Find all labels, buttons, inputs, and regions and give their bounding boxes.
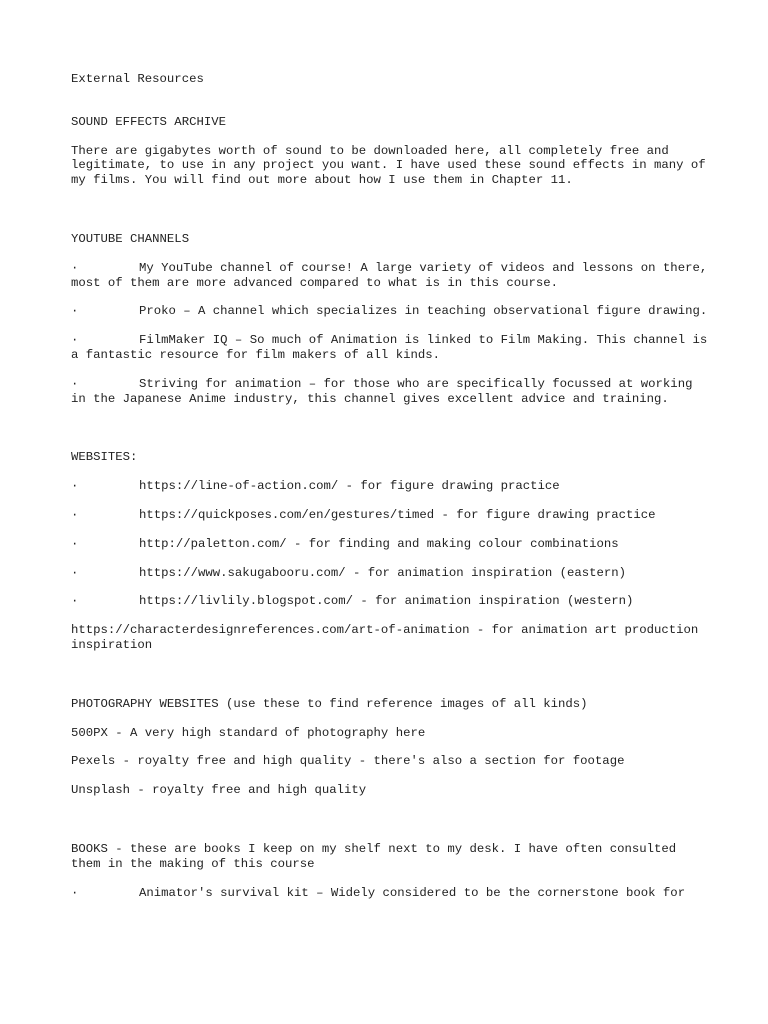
website-item: [71, 594, 711, 609]
photography-item: Pexels - royalty free and high quality - there's also a section for footage: [71, 754, 625, 769]
book-item-text: Animator's survival kit – Widely considered to be the cornerstone book for: [139, 885, 686, 900]
youtube-item: [71, 304, 711, 319]
youtube-item-text: FilmMaker IQ – So much of Animation is linked to Film Making. This channel is a fantastic resource for film makers of all kinds.: [71, 333, 708, 362]
website-item: [71, 537, 711, 552]
sound-effects-body: There are gigabytes worth of sound to be downloaded here, all completely free and legitimate, to use in any project you want. I have used these sound effects in many of my films. You will find out more about how I use them in Chapter 11.: [71, 143, 706, 188]
website-link[interactable]: http://paletton.com/ - for finding and making colour combinations: [139, 536, 619, 551]
website-link[interactable]: https://line-of-action.com/ - for figure drawing practice: [139, 479, 560, 494]
bullet-dot: ·: [71, 479, 79, 494]
bullet-dot: ·: [71, 260, 79, 275]
photography-item: Unsplash - royalty free and high quality: [71, 783, 367, 798]
website-link[interactable]: https://www.sakugabooru.com/ - for animation inspiration (eastern): [139, 565, 627, 580]
photography-heading: PHOTOGRAPHY WEBSITES (use these to find reference images of all kinds): [71, 696, 588, 711]
youtube-item: [71, 333, 711, 363]
bullet-dot: ·: [71, 333, 79, 348]
bullet-dot: ·: [71, 507, 79, 522]
websites-heading: WEBSITES:: [71, 450, 138, 465]
youtube-item-text: My YouTube channel of course! A large variety of videos and lessons on there, most of them are more advanced compared to what is in this course.: [71, 260, 708, 290]
website-link[interactable]: https://livlily.blogspot.com/ - for animation inspiration (western): [139, 594, 634, 609]
website-item: [71, 508, 711, 523]
bullet-dot: ·: [71, 536, 79, 551]
youtube-heading: YOUTUBE CHANNELS: [71, 231, 190, 246]
document-page: [71, 72, 711, 914]
photography-item: 500PX - A very high standard of photography here: [71, 725, 426, 740]
bullet-dot: ·: [71, 594, 79, 609]
website-item: [71, 479, 711, 494]
website-item: [71, 566, 711, 581]
sound-effects-heading: SOUND EFFECTS ARCHIVE: [71, 114, 226, 129]
document-title: External Resources: [71, 72, 204, 86]
youtube-item: [71, 261, 711, 291]
website-link[interactable]: https://quickposes.com/en/gestures/timed - for figure drawing practice: [139, 507, 656, 522]
youtube-item: [71, 377, 711, 407]
bullet-dot: ·: [71, 376, 79, 391]
bullet-dot: ·: [71, 885, 79, 900]
youtube-item-text: Proko – A channel which specializes in teaching observational figure drawing.: [139, 304, 708, 319]
bullet-dot: ·: [71, 304, 79, 319]
youtube-item-text: Striving for animation – for those who are specifically focussed at working in the Japanese Anime industry, this channel gives excellent advice and training.: [71, 376, 693, 406]
books-heading: BOOKS - these are books I keep on my shelf next to my desk. I have often consulted them in the making of this course: [71, 841, 677, 871]
book-item: [71, 886, 711, 901]
bullet-dot: ·: [71, 565, 79, 580]
website-extra-link[interactable]: https://characterdesignreferences.com/art-of-animation - for animation art production inspiration: [71, 623, 699, 652]
